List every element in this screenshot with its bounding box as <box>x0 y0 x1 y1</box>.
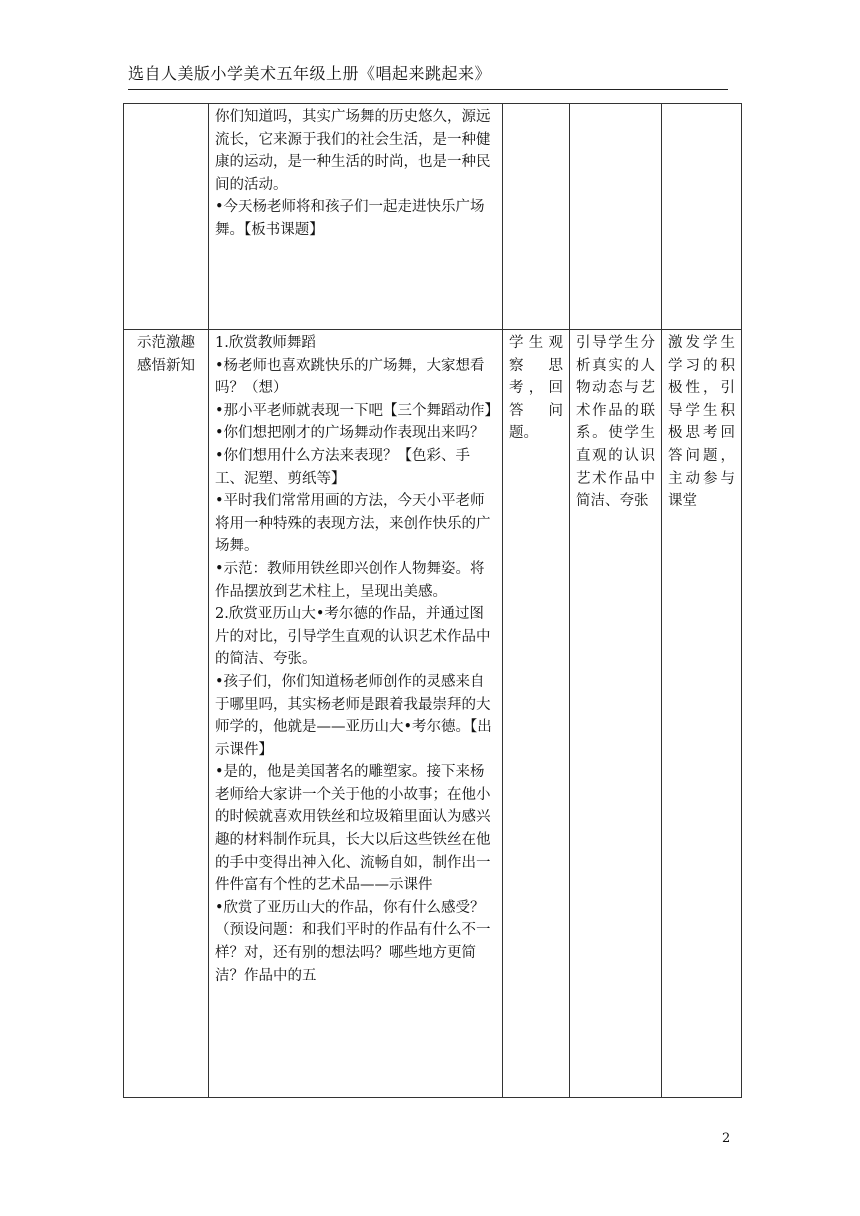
student-activity-cell <box>503 104 570 330</box>
content-paragraph: •今天杨老师将和孩子们一起走进快乐广场舞。【板书课题】 <box>215 199 485 238</box>
content-cell <box>209 330 503 1098</box>
page-number: 2 <box>722 1131 731 1146</box>
content-paragraph: 你们知道吗，其实广场舞的历史悠久，源远流长，它来源于我们的社会生活，是一种健康的运动，是一种生活的时尚，也是一种民间的活动。 <box>215 109 491 193</box>
content-paragraph: •你们想用什么方法来表现？【色彩、手工、泥塑、剪纸等】 <box>215 447 471 487</box>
content-paragraph: •你们想把刚才的广场舞动作表现出来吗？ <box>215 425 485 442</box>
content-paragraph: •平时我们常常用画的方法，今天小平老师将用一种特殊的表现方法，来创作快乐的广场舞。 <box>215 493 491 555</box>
student-activity-cell: 学生观察思考，回答问题。 <box>503 330 570 1098</box>
table-row <box>124 330 742 1098</box>
content-paragraph: •欣赏了亚历山大的作品，你有什么感受？（预设问题：和我们平时的作品有什么不一样？对，还有别的想法吗？哪些地方更简洁？作品中的五 <box>215 899 491 984</box>
content-cell <box>209 104 503 330</box>
header-title: 选自人美版小学美术五年级上册《唱起来跳起来》 <box>128 64 492 83</box>
purpose-cell <box>662 104 742 330</box>
design-intent-cell: 引导学生分析真实的人物动态与艺术作品的联系。使学生直观的认识艺术作品中简洁、夸张 <box>570 330 662 1098</box>
stage-cell <box>124 104 209 330</box>
content-paragraph: 2.欣赏亚历山大•考尔德的作品，并通过图片的对比，引导学生直观的认识艺术作品中的简洁、夸张。 <box>215 606 491 668</box>
table-row <box>124 104 742 330</box>
content-paragraph: 1.欣赏教师舞蹈 <box>215 335 316 351</box>
content-paragraph: •杨老师也喜欢跳快乐的广场舞，大家想看吗？（想） <box>215 357 485 397</box>
content-paragraph: •那小平老师就表现一下吧【三个舞蹈动作】 <box>215 402 500 419</box>
content-paragraph: •孩子们，你们知道杨老师创作的灵感来自于哪里吗，其实杨老师是跟着我最崇拜的大师学的，他就是——亚历山大•考尔德。【出示课件】 <box>215 673 492 758</box>
purpose-cell: 激发学生学习的积极性，引导学生积极思考回答问题，主动参与课堂 <box>662 330 742 1098</box>
design-intent-cell <box>570 104 662 330</box>
stage-cell: 示范激趣感悟新知 <box>124 330 209 1098</box>
content-paragraph: •是的，他是美国著名的雕塑家。接下来杨老师给大家讲一个关于他的小故事；在他小的时候就喜欢用铁丝和垃圾箱里面认为感兴趣的材料制作玩具，长大以后这些铁丝在他的手中变得出神入化、流畅自如，制作出一件件富有个性的艺术品——示课件 <box>215 764 491 894</box>
content-paragraph: •示范：教师用铁丝即兴创作人物舞姿。将作品摆放到艺术柱上，呈现出美感。 <box>215 560 485 600</box>
lesson-plan-table <box>123 103 742 1098</box>
document-header <box>128 60 728 90</box>
